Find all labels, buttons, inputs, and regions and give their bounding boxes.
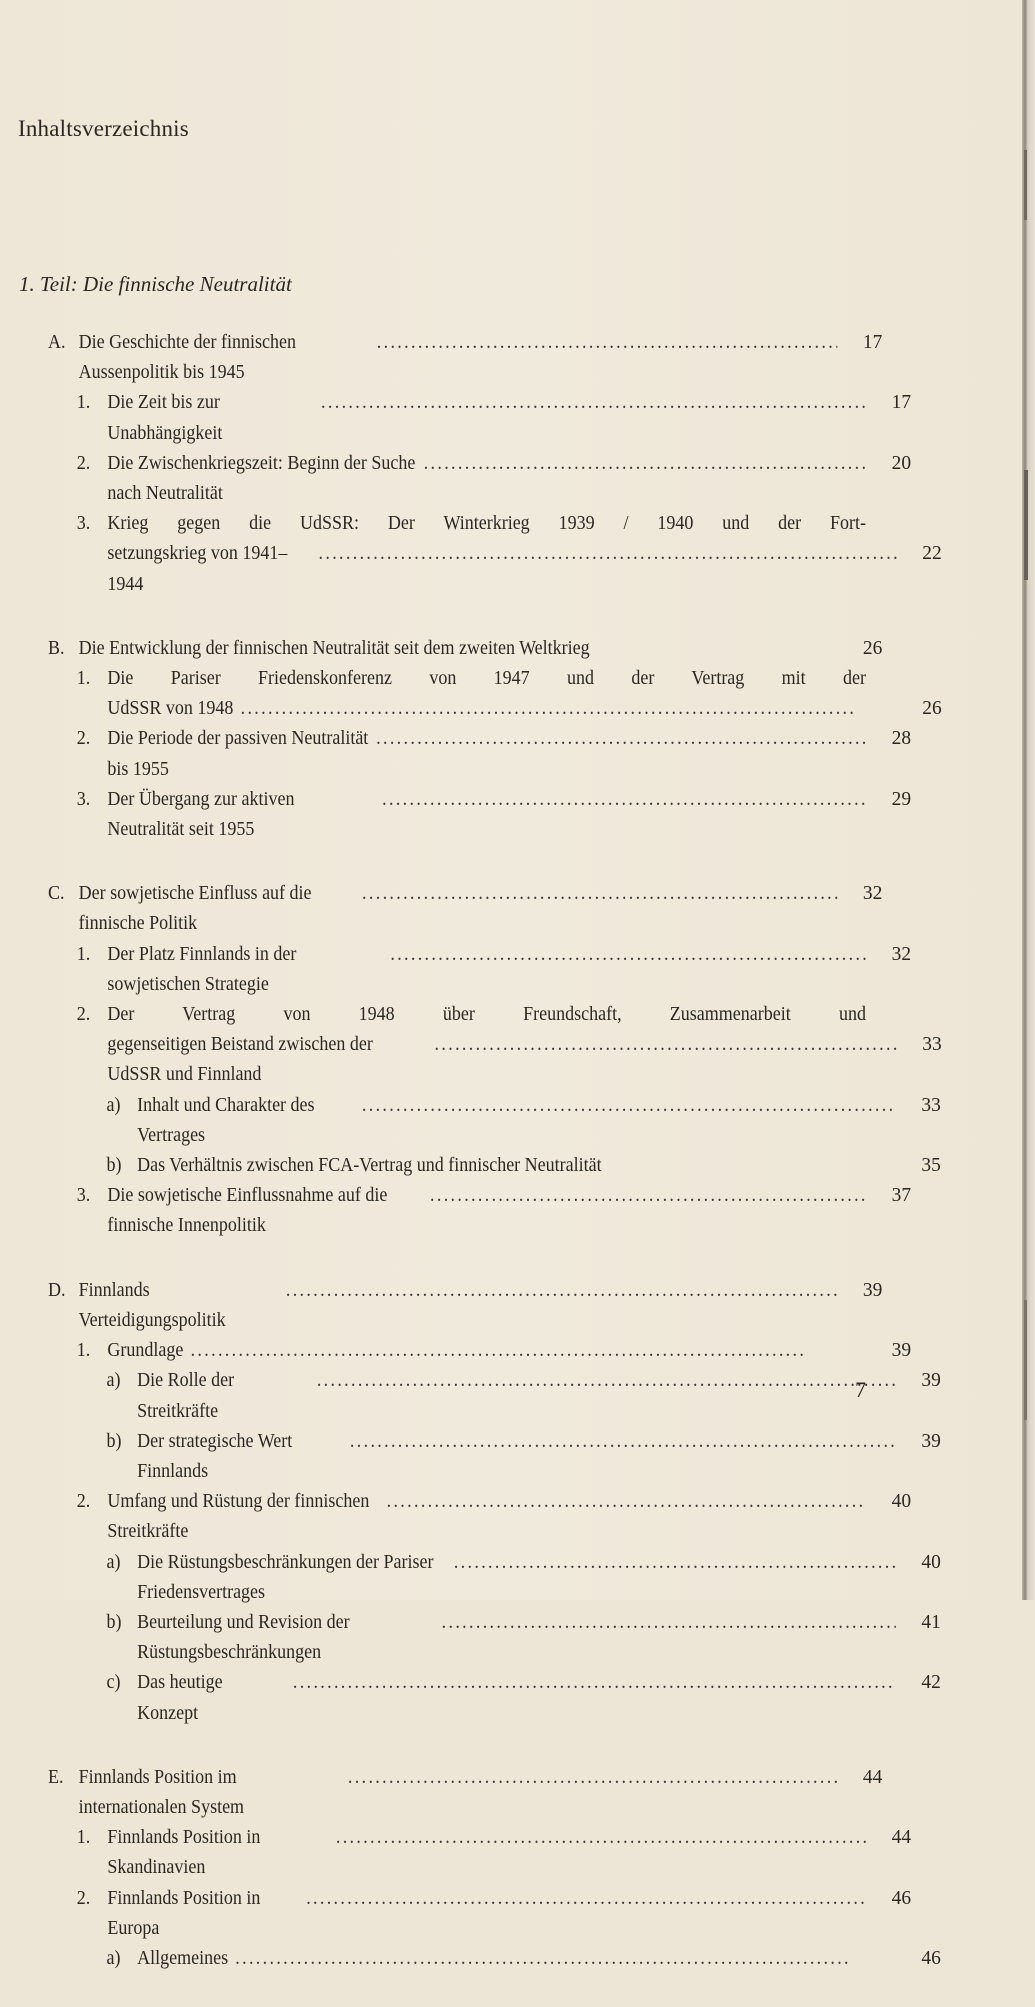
toc-entry [48, 693, 942, 723]
toc-entry-label: 1. [76, 1339, 91, 1362]
toc-entry-label: A. [48, 331, 66, 353]
dot-leader [306, 1883, 866, 1913]
toc-entry-page: 39 [921, 1429, 941, 1452]
toc-entry [48, 878, 882, 938]
dot-leader [286, 1275, 837, 1305]
toc-entry-label: E. [48, 1765, 64, 1788]
toc-entry-label: C. [48, 882, 65, 905]
toc-entry-label: 2. [76, 1003, 91, 1026]
toc-entry-title: Die Pariser Friedenskonferenz von 1947 und der Vertrag mit der [107, 667, 866, 690]
toc-entry [48, 999, 911, 1029]
dot-leader [321, 387, 866, 417]
dot-leader [435, 1029, 897, 1059]
dot-leader [362, 1090, 896, 1120]
dot-leader [430, 1180, 866, 1210]
toc-entry-label: 1. [76, 391, 91, 414]
toc-section [48, 878, 942, 1240]
toc-entry [48, 448, 911, 508]
toc-section [48, 633, 942, 844]
toc-entry [48, 1150, 941, 1180]
dot-leader [336, 1822, 866, 1852]
toc-entry [48, 1335, 911, 1365]
toc-entry [48, 663, 911, 693]
toc-entry-page: 39 [862, 1278, 883, 1301]
dot-leader [293, 1667, 896, 1697]
toc-entry-label: D. [48, 1278, 66, 1301]
toc-entry-title: Der Platz Finnlands in der sowjetischen Strategie [107, 942, 297, 995]
dot-leader [424, 448, 866, 478]
toc-entry-label: 1. [76, 942, 91, 965]
toc-entry [48, 723, 911, 783]
toc-entry-page: 39 [921, 1369, 941, 1392]
toc-entry [48, 1275, 882, 1335]
toc-entry-label: c) [106, 1671, 121, 1694]
toc-entry [48, 1607, 941, 1667]
dot-leader [348, 1762, 837, 1792]
toc-entry-page: 22 [922, 542, 942, 565]
toc-entry-page: 29 [891, 787, 911, 810]
dot-leader [235, 1943, 895, 1973]
toc-entry-title: Die Entwicklung der finnischen Neutralität seit dem zweiten Weltkrieg [78, 636, 590, 659]
dot-leader [317, 1365, 896, 1395]
toc-entry-label: a) [106, 1093, 121, 1116]
toc-entry [48, 508, 911, 538]
toc-entry-page: 42 [921, 1671, 941, 1694]
toc-entry-title: Die Zwischenkriegszeit: Beginn der Suche nach Neutralität [107, 451, 416, 505]
toc-entry-page: 33 [921, 1093, 941, 1116]
toc-entry-page: 41 [921, 1610, 941, 1633]
toc-entry-title: Beurteilung und Revision der Rüstungsbeschränkungen [137, 1610, 350, 1664]
toc-entry-label: 2. [76, 1490, 91, 1513]
toc-entry-label: 1. [76, 1826, 91, 1849]
toc-entry-title: Die Geschichte der finnischen Aussenpolitik bis 1945 [78, 331, 297, 384]
dot-leader [376, 723, 866, 753]
toc-entry-page: 33 [922, 1033, 942, 1056]
toc-entry-label: 2. [76, 727, 91, 750]
dot-leader [362, 878, 837, 908]
toc-entry-title: Inhalt und Charakter des Vertrages [137, 1093, 315, 1146]
toc-entry-label: 2. [76, 451, 91, 474]
toc-entry-label: a) [106, 1369, 121, 1392]
toc-entry [48, 327, 882, 387]
toc-entry-title: Finnlands Verteidigungspolitik [78, 1278, 226, 1331]
dot-leader [390, 939, 866, 969]
toc-entry [48, 1667, 941, 1727]
toc-entry-page: 17 [891, 391, 911, 414]
toc-entry-title: Das heutige Konzept [137, 1671, 223, 1724]
toc-section [48, 1275, 941, 1728]
toc-entry-title: Krieg gegen die UdSSR: Der Winterkrieg 1939 / 1940 und der Fort- [107, 512, 866, 535]
table-of-contents [48, 327, 942, 2007]
toc-heading: Inhaltsverzeichnis [18, 116, 189, 141]
toc-entry-page: 26 [922, 697, 942, 720]
toc-entry-title: Grundlage [107, 1339, 184, 1362]
toc-entry-title: Umfang und Rüstung der finnischen Streitkräfte [107, 1490, 370, 1543]
toc-section [48, 327, 942, 599]
toc-entry [48, 1486, 911, 1546]
toc-entry-title: Die Periode der passiven Neutralität bis 1955 [107, 727, 369, 780]
toc-entry [48, 1943, 941, 1973]
toc-entry-label: 2. [76, 1886, 91, 1909]
dot-leader [377, 327, 837, 357]
dot-leader [350, 1426, 896, 1456]
toc-entry-title: Der strategische Wert Finnlands [137, 1429, 293, 1482]
toc-entry [48, 1822, 911, 1882]
toc-entry-page: 37 [891, 1184, 911, 1207]
toc-entry [48, 1180, 911, 1240]
toc-entry-page: 40 [891, 1490, 911, 1513]
toc-entry-title: Die Zeit bis zur Unabhängigkeit [107, 391, 223, 444]
toc-entry-label: a) [106, 1550, 121, 1573]
toc-entry-title: gegenseitigen Beistand zwischen der UdSSR und Finnland [107, 1033, 373, 1086]
toc-entry-page: 40 [921, 1550, 941, 1573]
toc-entry-page: 28 [891, 727, 911, 750]
toc-entry-title: Finnlands Position im internationalen System [78, 1765, 245, 1818]
toc-entry-label: B. [48, 636, 65, 659]
toc-entry-title: Die Rüstungsbeschränkungen der Pariser Friedensvertrages [137, 1550, 434, 1603]
toc-entry-label: 1. [76, 667, 91, 690]
toc-entry [48, 1883, 911, 1943]
toc-entry-title: Finnlands Position in Skandinavien [107, 1826, 261, 1879]
toc-entry-title: Die Rolle der Streitkräfte [137, 1369, 235, 1422]
dot-leader [241, 693, 897, 723]
toc-entry-page: 39 [891, 1339, 911, 1362]
toc-entry-page: 44 [891, 1826, 911, 1849]
toc-entry [48, 1090, 941, 1150]
toc-entry-title: Die sowjetische Einflussnahme auf die finnische Innenpolitik [107, 1184, 388, 1237]
dot-leader [191, 1335, 866, 1365]
toc-entry [48, 939, 911, 999]
toc-entry-label: 3. [76, 512, 91, 535]
toc-entry-label: b) [106, 1154, 122, 1177]
toc-entry [48, 633, 882, 663]
toc-entry-page: 44 [862, 1765, 883, 1788]
toc-entry-label: b) [106, 1610, 122, 1633]
toc-entry-label: 3. [76, 787, 91, 810]
toc-entry-title: setzungskrieg von 1941–1944 [107, 542, 288, 595]
toc-entry-title: Finnlands Position in Europa [107, 1886, 261, 1939]
toc-entry-page: 46 [921, 1946, 941, 1969]
toc-entry-page: 26 [862, 636, 883, 659]
toc-entry [48, 1762, 882, 1822]
dot-leader [387, 1486, 866, 1516]
toc-entry-page: 20 [891, 451, 911, 474]
toc-entry [48, 1029, 942, 1089]
toc-entry [48, 387, 911, 447]
toc-entry-page: 32 [891, 942, 911, 965]
page-edge [1022, 0, 1035, 1600]
toc-entry [48, 1426, 941, 1486]
dot-leader [454, 1547, 896, 1577]
toc-entry-label: 3. [76, 1184, 91, 1207]
toc-entry-title: UdSSR von 1948 [107, 697, 234, 720]
dot-leader [382, 784, 866, 814]
page-number: 7 [855, 1377, 866, 1402]
toc-entry-label: a) [106, 1946, 121, 1969]
toc-entry-title: Das Verhältnis zwischen FCA-Vertrag und finnischer Neutralität [137, 1154, 602, 1177]
dot-leader [442, 1607, 896, 1637]
toc-entry-title: Der Vertrag von 1948 über Freundschaft, Zusammenarbeit und [107, 1003, 866, 1026]
dot-leader [319, 538, 897, 568]
toc-entry-page: 35 [921, 1154, 941, 1177]
toc-entry [48, 538, 942, 598]
toc-section [48, 1762, 941, 1973]
toc-entry-title: Der sowjetische Einfluss auf die finnische Politik [78, 882, 312, 935]
toc-entry-page: 46 [891, 1886, 911, 1909]
toc-entry [48, 784, 911, 844]
toc-entry-label: b) [106, 1429, 122, 1452]
toc-entry [48, 1365, 941, 1425]
toc-entry-page: 17 [862, 331, 883, 353]
toc-entry [48, 1547, 941, 1607]
toc-entry-page: 32 [862, 882, 883, 905]
toc-entry-title: Der Übergang zur aktiven Neutralität seit 1955 [107, 787, 295, 841]
toc-entry-title: Allgemeines [137, 1946, 229, 1969]
part-title: 1. Teil: Die finnische Neutralität [19, 272, 292, 296]
